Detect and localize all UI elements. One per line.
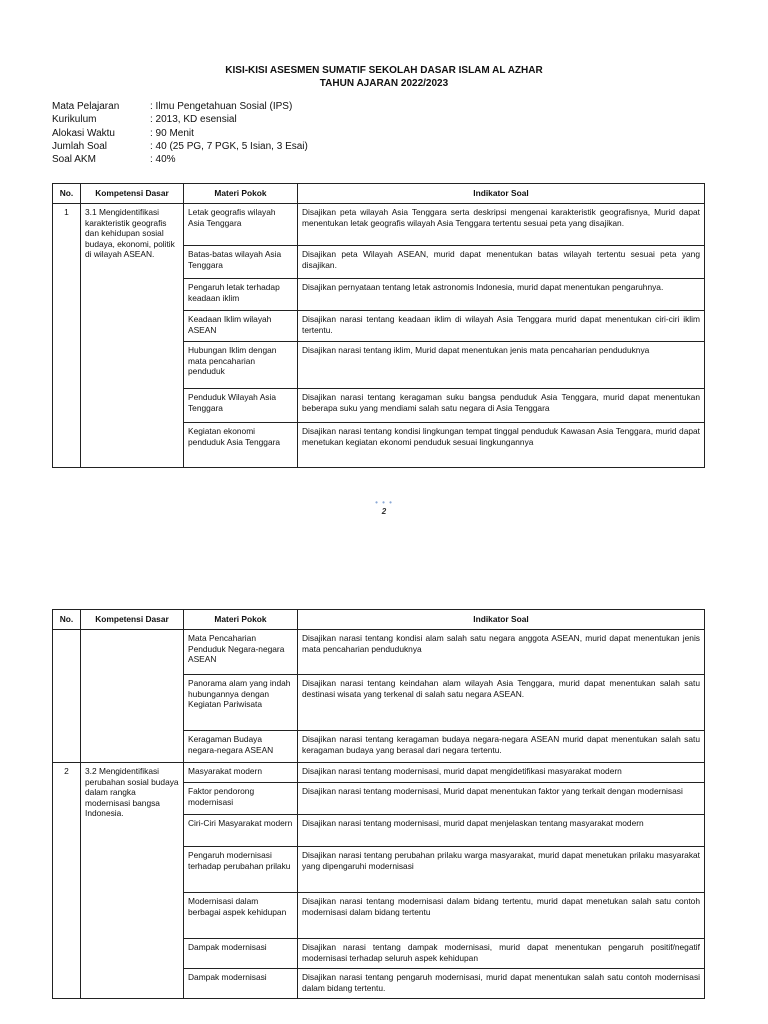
materi-pokok: Panorama alam yang indah hubungannya dengan Kegiatan Pariwisata: [184, 675, 298, 731]
indikator-soal: Disajikan peta wilayah Asia Tenggara serta deskripsi mengenai karakteristik geografisnya, Murid dapat menentukan letak geografis wilayah Asia Tenggara tertentu sesuai peta yang disajikan.: [298, 204, 705, 246]
materi-pokok: Letak geografis wilayah Asia Tenggara: [184, 204, 298, 246]
col-header-no: No.: [53, 610, 81, 630]
kompetensi-dasar-empty: [81, 630, 184, 763]
table-header-row: [53, 184, 705, 204]
meta-label: Mata Pelajaran: [52, 101, 120, 112]
materi-pokok: Keragaman Budaya negara-negara ASEAN: [184, 731, 298, 763]
meta-value: : 90 Menit: [150, 127, 194, 139]
materi-pokok: Ciri-Ciri Masyarakat modern: [184, 815, 298, 847]
materi-pokok: Batas-batas wilayah Asia Tenggara: [184, 246, 298, 279]
col-header-materi: Materi Pokok: [184, 184, 298, 204]
meta-label: Jumlah Soal: [52, 140, 108, 152]
meta-row: [52, 127, 308, 140]
indikator-soal: Disajikan narasi tentang modernisasi, Murid dapat menentukan faktor yang terkait dengan modernisasi: [298, 783, 705, 815]
meta-info: [52, 100, 308, 166]
materi-pokok: Pengaruh letak terhadap keadaan iklim: [184, 279, 298, 311]
meta-value: : 40 (25 PG, 7 PGK, 5 Isian, 3 Esai): [150, 140, 308, 152]
meta-value: : 40%: [150, 154, 176, 166]
indikator-soal: Disajikan pernyataan tentang letak astronomis Indonesia, murid dapat menentukan pengaruhnya.: [298, 279, 705, 311]
indikator-soal: Disajikan narasi tentang modernisasi dalam bidang tertentu, murid dapat menetukan salah satu contoh modernisasi dalam bidang tertentu: [298, 893, 705, 939]
col-header-kompetensi: Kompetensi Dasar: [81, 610, 184, 630]
document-subtitle: TAHUN AJARAN 2022/2023: [319, 78, 449, 89]
meta-value: : Ilmu Pengetahuan Sosial (IPS): [150, 101, 293, 112]
materi-pokok: Modernisasi dalam berbagai aspek kehidupan: [184, 893, 298, 939]
col-header-materi: Materi Pokok: [184, 610, 298, 630]
materi-pokok: Hubungan Iklim dengan mata pencaharian penduduk: [184, 342, 298, 389]
meta-label: Soal AKM: [52, 154, 96, 166]
indikator-soal: Disajikan narasi tentang keindahan alam wilayah Asia Tenggara, murid dapat menentukan salah satu destinasi wisata yang terkenal di salah satu negara ASEAN.: [298, 675, 705, 731]
table-row: [53, 763, 705, 783]
table-header-row: [53, 610, 705, 630]
indikator-soal: Disajikan narasi tentang modernisasi, murid dapat menjelaskan tentang masyarakat modern: [298, 815, 705, 847]
meta-label: Alokasi Waktu: [52, 127, 115, 139]
indikator-soal: Disajikan narasi tentang keragaman budaya negara-negara ASEAN murid dapat menentukan salah satu keragaman budaya yang berasal dari negara tertentu.: [298, 731, 705, 763]
col-header-no: No.: [53, 184, 81, 204]
indikator-soal: Disajikan narasi tentang iklim, Murid dapat menentukan jenis mata pencaharian penduduknya: [298, 342, 705, 389]
kompetensi-dasar: 3.2 Mengidentifikasi perubahan sosial budaya dalam rangka modernisasi bangsa Indonesia.: [81, 763, 184, 999]
materi-pokok: Masyarakat modern: [184, 763, 298, 783]
materi-pokok: Mata Pencaharian Penduduk Negara-negara ASEAN: [184, 630, 298, 675]
page-number: 2: [381, 507, 387, 516]
document-title: KISI-KISI ASESMEN SUMATIF SEKOLAH DASAR ISLAM AL AZHAR: [225, 65, 543, 76]
kompetensi-dasar: 3.1 Mengidentifikasi karakteristik geografis dan kehidupan sosial budaya, ekonomi, politik di wilayah ASEAN.: [81, 204, 184, 468]
indikator-soal: Disajikan narasi tentang perubahan prilaku warga masyarakat, murid dapat menetukan prilaku masyarakat yang dipengaruhi modernisasi: [298, 847, 705, 893]
indikator-soal: Disajikan narasi tentang pengaruh modernisasi, murid dapat menentukan salah satu contoh modernisasi dalam bidang tertentu.: [298, 969, 705, 999]
meta-row: [52, 100, 308, 113]
row-number-empty: [53, 630, 81, 763]
materi-pokok: Dampak modernisasi: [184, 969, 298, 999]
col-header-indikator: Indikator Soal: [298, 610, 705, 630]
indikator-soal: Disajikan narasi tentang modernisasi, murid dapat mengidetifikasi masyarakat modern: [298, 763, 705, 783]
row-number: 2: [53, 763, 81, 999]
meta-row: [52, 140, 308, 153]
col-header-kompetensi: Kompetensi Dasar: [81, 184, 184, 204]
meta-value: : 2013, KD esensial: [150, 114, 237, 126]
indikator-soal: Disajikan narasi tentang dampak modernisasi, murid dapat menentukan pengaruh positif/negatif modernisasi terhadap seluruh aspek kehidupan: [298, 939, 705, 969]
col-header-indikator: Indikator Soal: [298, 184, 705, 204]
table-row: [53, 630, 705, 675]
meta-label: Kurikulum: [52, 114, 97, 126]
materi-pokok: Faktor pendorong modernisasi: [184, 783, 298, 815]
indikator-soal: Disajikan narasi tentang kondisi lingkungan tempat tinggal penduduk Kawasan Asia Tenggara, murid dapat menetukan kegiatan ekonomi penduduk sesuai lingkungannya: [298, 423, 705, 468]
indikator-soal: Disajikan narasi tentang keragaman suku bangsa penduduk Asia Tenggara, murid dapat menentukan beberapa suku yang mendiami salah satu negara di Asia Tenggara: [298, 389, 705, 423]
indikator-soal: Disajikan peta Wilayah ASEAN, murid dapat menentukan batas wilayah tertentu sesuai peta yang disajikan.: [298, 246, 705, 279]
meta-row: [52, 113, 308, 126]
materi-pokok: Pengaruh modernisasi terhadap perubahan prilaku: [184, 847, 298, 893]
page-separator-dots: • • •: [375, 498, 393, 507]
kisi-table-page-1: [52, 183, 705, 468]
kisi-table-page-2: [52, 609, 705, 999]
materi-pokok: Penduduk Wilayah Asia Tenggara: [184, 389, 298, 423]
indikator-soal: Disajikan narasi tentang keadaan iklim di wilayah Asia Tenggara murid dapat menentukan ciri-ciri iklim tertentu.: [298, 311, 705, 342]
row-number: 1: [53, 204, 81, 468]
materi-pokok: Kegiatan ekonomi penduduk Asia Tenggara: [184, 423, 298, 468]
materi-pokok: Keadaan Iklim wilayah ASEAN: [184, 311, 298, 342]
table-row: [53, 204, 705, 246]
meta-row: [52, 153, 308, 166]
materi-pokok: Dampak modernisasi: [184, 939, 298, 969]
indikator-soal: Disajikan narasi tentang kondisi alam salah satu negara anggota ASEAN, murid dapat menentukan jenis mata pencaharian penduduknya: [298, 630, 705, 675]
